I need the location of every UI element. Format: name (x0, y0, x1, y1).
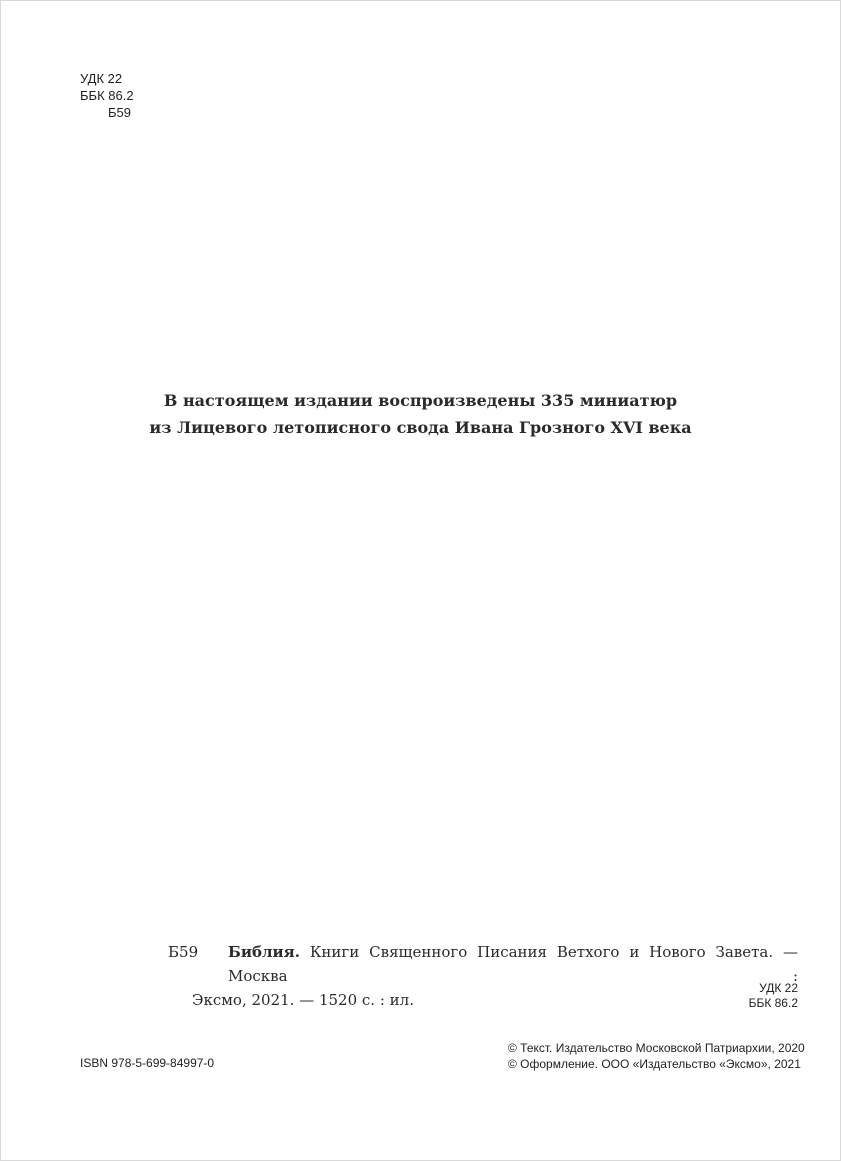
copyright-text: © Текст. Издательство Московской Патриархии, 2020 (508, 1041, 805, 1055)
book-description: Книги Священного Писания Ветхого и Нового Завета. — Москва : (228, 943, 798, 985)
edition-note (0, 387, 841, 441)
isbn: ISBN 978-5-699-84997-0 (80, 1056, 215, 1070)
copyright-design: © Оформление. ООО «Издательство «Эксмо», 2021 (508, 1057, 801, 1071)
bbk-code-bottom: ББК 86.2 (748, 996, 798, 1010)
bibliographic-author-mark: Б59 (168, 943, 199, 961)
classification-bottom (600, 981, 798, 1011)
udk-code-bottom: УДК 22 (759, 981, 798, 995)
edition-note-line-1: В настоящем издании воспроизведены 335 миниатюр (163, 391, 678, 410)
bibliographic-line-2: Эксмо, 2021. — 1520 с. : ил. (192, 991, 414, 1009)
classification-top (80, 70, 134, 121)
copyright-block (508, 1040, 808, 1072)
author-mark: Б59 (108, 105, 131, 120)
udk-code: УДК 22 (80, 71, 123, 86)
bbk-code: ББК 86.2 (80, 88, 134, 103)
edition-note-line-2: из Лицевого летописного свода Ивана Грозного XVI века (149, 418, 692, 437)
book-title: Библия. (228, 943, 300, 961)
